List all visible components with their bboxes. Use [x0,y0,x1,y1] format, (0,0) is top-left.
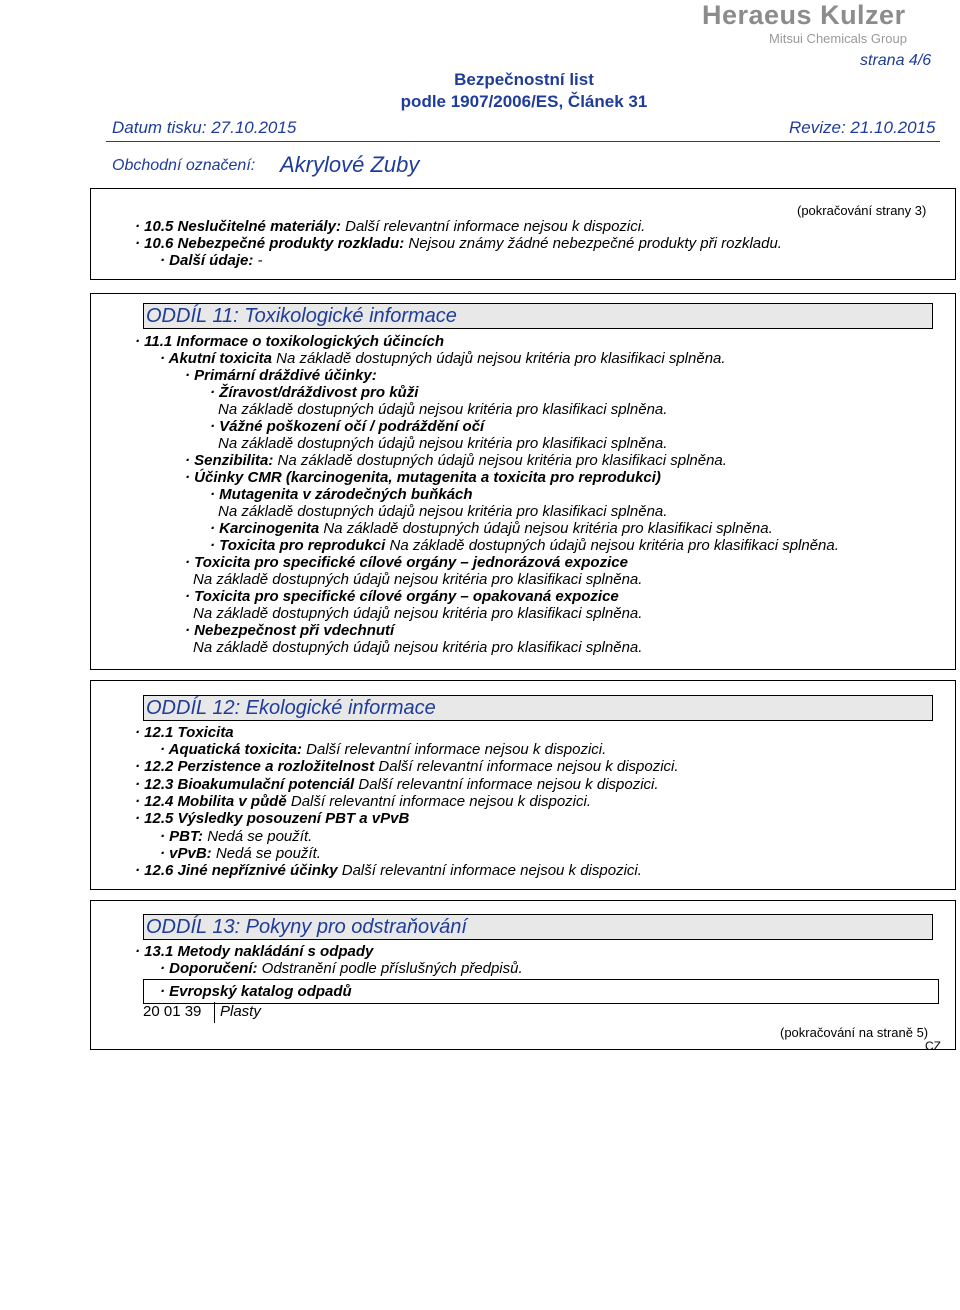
s11-line-16 [193,605,642,622]
item-10-6-text: Nejsou známy žádné nebezpečné produkty při rozkladu. [408,235,782,252]
s11-line-1 [160,350,726,367]
item-10-5 [135,218,645,235]
language-code: CZ [925,1039,941,1053]
trade-name-label: Obchodní označení: [112,157,256,174]
s11-line-0 [135,333,444,350]
further-info-text: - [257,252,263,269]
s12-bold-6: · PBT: [160,828,204,845]
s12-text-3: Další relevantní informace nejsou k dispozici. [354,776,659,793]
print-date: Datum tisku: 27.10.2015 [112,118,297,137]
s11-line-5 [210,418,484,435]
s11-text-6: Na základě dostupných údajů nejsou kritéria pro klasifikaci splněna. [218,435,668,452]
item-10-5-title: Neslučitelné materiály: [177,218,341,235]
brand-group: Mitsui Chemicals Group [769,31,907,46]
brand-logo: Heraeus Kulzer [702,0,906,30]
s11-line-6 [218,435,667,452]
s12-line-7 [160,845,321,862]
s11-bold-1: · Akutní toxicita [160,350,272,367]
item-10-5-num: · 10.5 [135,218,174,235]
section-13-title: ODDÍL 13: Pokyny pro odstraňování [143,914,933,940]
s11-line-2 [185,367,377,384]
s12-line-5 [135,810,409,827]
document-title [0,69,960,113]
s11-bold-3: · Žíravost/dráždivost pro kůži [210,384,419,401]
title-line-2: podle 1907/2006/ES, Článek 31 [400,92,648,111]
waste-catalog-label: · Evropský katalog odpadů [160,983,352,1000]
s11-line-8 [185,469,661,486]
s12-bold-5: · 12.5 Výsledky posouzení PBT a vPvB [135,810,410,827]
s12-bold-3: · 12.3 Bioakumulační potenciál [135,776,355,793]
s11-text-18: Na základě dostupných údajů nejsou kritéria pro klasifikaci splněna. [193,639,643,656]
further-info [160,252,263,269]
s11-line-14 [193,571,642,588]
s11-bold-8: · Účinky CMR (karcinogenita, mutagenita a toxicita pro reprodukci) [185,469,661,486]
s12-text-4: Další relevantní informace nejsou k dispozici. [286,793,592,810]
s12-text-8: Další relevantní informace nejsou k dispozici. [337,862,642,879]
continuation-top: (pokračování strany 3) [797,203,927,218]
s12-line-8 [135,862,642,879]
s11-bold-12: · Toxicita pro reprodukci [210,537,386,554]
s12-text-6: Nedá se použít. [203,828,313,845]
s11-bold-17: · Nebezpečnost při vdechnutí [185,622,395,639]
s11-line-9 [210,486,473,503]
s11-line-15 [185,588,619,605]
s11-text-10: Na základě dostupných údajů nejsou kritéria pro klasifikaci splněna. [218,503,668,520]
s12-line-4 [135,793,591,810]
header-divider [106,141,940,142]
s13-recommendation-text: Odstranění podle příslušných předpisů. [257,960,523,977]
s12-bold-1: · Aquatická toxicita: [160,741,302,758]
s12-text-7: Nedá se použít. [211,845,321,862]
s11-text-12: Na základě dostupných údajů nejsou kritéria pro klasifikaci splněna. [385,537,839,554]
s12-line-2 [135,758,679,775]
s11-bold-13: · Toxicita pro specifické cílové orgány – jednorázová expozice [185,554,628,571]
s11-line-17 [185,622,394,639]
section-11-title: ODDÍL 11: Toxikologické informace [143,303,933,329]
s12-bold-0: · 12.1 Toxicita [135,724,234,741]
item-10-6 [135,235,782,252]
item-10-5-text: Další relevantní informace nejsou k dispozici. [345,218,646,235]
s11-line-3 [210,384,418,401]
s13-recommendation-label: · Doporučení: [160,960,258,977]
s13-methods: · 13.1 Metody nakládání s odpady [135,943,374,960]
s11-line-13 [185,554,628,571]
s11-line-10 [218,503,667,520]
s12-bold-7: · vPvB: [160,845,212,862]
s12-text-2: Další relevantní informace nejsou k dispozici. [374,758,679,775]
s11-text-4: Na základě dostupných údajů nejsou kritéria pro klasifikaci splněna. [218,401,668,418]
s11-line-11 [210,520,773,537]
section-12-title: ODDÍL 12: Ekologické informace [143,695,933,721]
revision-date: Revize: 21.10.2015 [789,118,936,137]
item-10-6-num: · 10.6 [135,235,174,252]
s11-text-16: Na základě dostupných údajů nejsou kritéria pro klasifikaci splněna. [193,605,643,622]
s11-line-18 [193,639,642,656]
waste-code: 20 01 39 [143,1003,202,1020]
s12-line-1 [160,741,606,758]
s13-recommendation [160,960,523,977]
s12-line-0 [135,724,234,741]
s11-bold-2: · Primární dráždivé účinky: [185,367,377,384]
s11-text-7: Na základě dostupných údajů nejsou kritéria pro klasifikaci splněna. [273,452,727,469]
s12-line-3 [135,776,659,793]
s11-text-1: Na základě dostupných údajů nejsou kritéria pro klasifikaci splněna. [271,350,726,367]
s12-bold-8: · 12.6 Jiné nepříznivé účinky [135,862,338,879]
s11-bold-11: · Karcinogenita [210,520,320,537]
s11-text-11: Na základě dostupných údajů nejsou kritéria pro klasifikaci splněna. [319,520,773,537]
item-10-6-title: Nebezpečné produkty rozkladu: [177,235,405,252]
s11-line-7 [185,452,727,469]
continuation-bottom: (pokračování na straně 5) [780,1025,929,1040]
further-info-title: · Další údaje: [160,252,254,269]
s12-text-1: Další relevantní informace nejsou k dispozici. [301,741,607,758]
s12-bold-4: · 12.4 Mobilita v půdě [135,793,287,810]
trade-name-value: Akrylové Zuby [280,152,420,177]
s12-bold-2: · 12.2 Perzistence a rozložitelnost [135,758,375,775]
waste-code-name: Plasty [220,1003,261,1020]
s11-bold-9: · Mutagenita v zárodečných buňkách [210,486,473,503]
s11-bold-5: · Vážné poškození očí / podráždění očí [210,418,485,435]
page-number: strana 4/6 [860,52,932,69]
s11-bold-15: · Toxicita pro specifické cílové orgány – opakovaná expozice [185,588,619,605]
s11-text-14: Na základě dostupných údajů nejsou kritéria pro klasifikaci splněna. [193,571,643,588]
waste-code-divider [214,1002,215,1023]
s11-line-4 [218,401,667,418]
s11-line-12 [210,537,839,554]
s11-bold-0: · 11.1 Informace o toxikologických účincích [135,333,444,350]
title-line-1: Bezpečnostní list [454,70,594,89]
s11-bold-7: · Senzibilita: [185,452,274,469]
s12-line-6 [160,828,312,845]
